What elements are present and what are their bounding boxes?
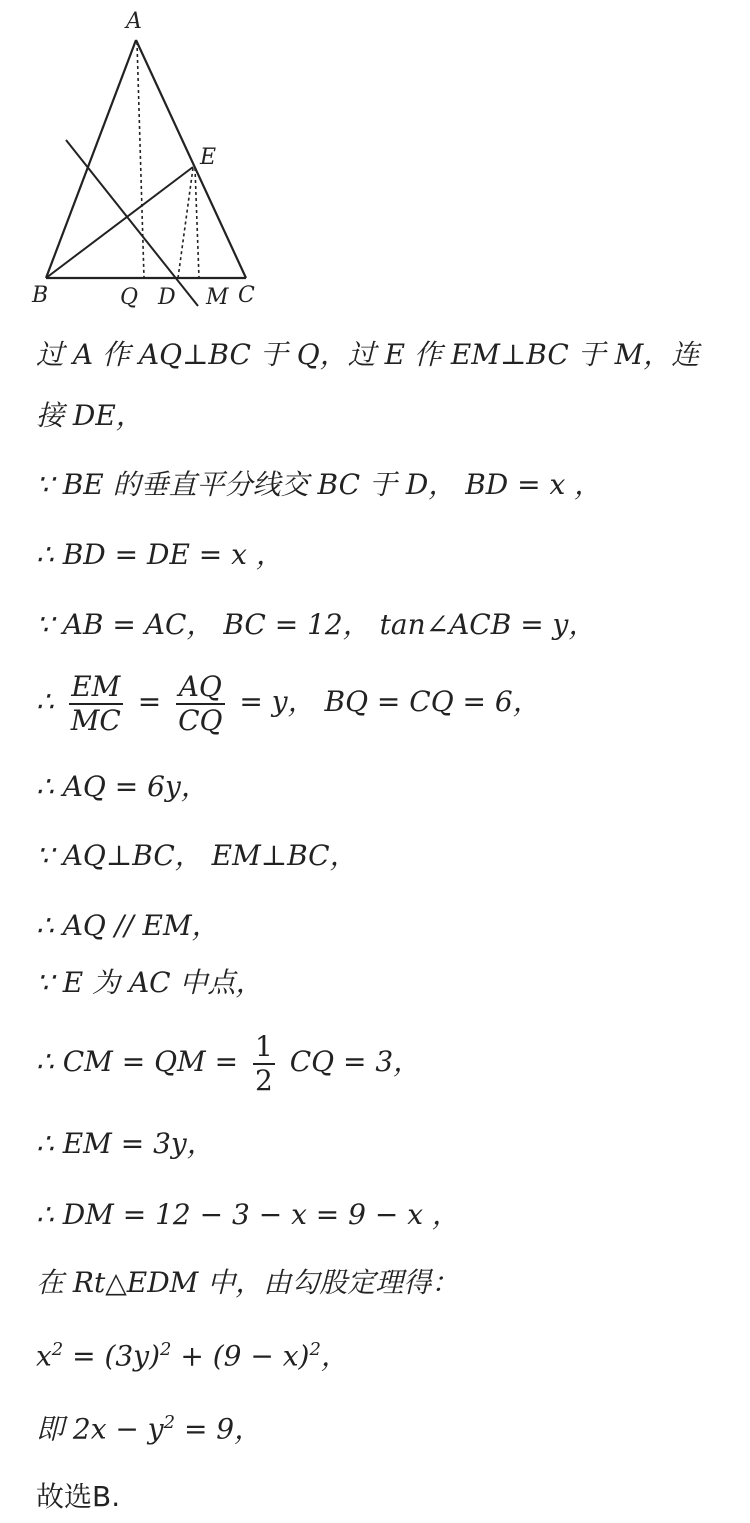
line-15 (36, 1330, 349, 1376)
line-3: ∵ BE 的垂直平分线交 BC 于 D， BD = x ， (36, 468, 603, 501)
line-4: ∴ BD = DE = x ， (36, 538, 284, 571)
eq-part: ， (320, 1339, 349, 1373)
line-7: ∴ AQ = 6y， (36, 770, 209, 803)
line-13: ∴ DM = 12 − 3 − x = 9 − x ， (36, 1198, 460, 1231)
label-a: A (126, 9, 142, 34)
line-11-suffix: CQ = 3， (289, 1045, 422, 1078)
exponent: 2 (160, 1339, 172, 1360)
geometry-figure (0, 0, 300, 318)
fraction-one-half (253, 1031, 275, 1097)
fraction-denominator: MC (70, 703, 121, 737)
fraction-numerator: AQ (176, 671, 224, 705)
label-c: C (238, 283, 255, 308)
therefore-symbol: ∴ (36, 685, 54, 718)
label-m: M (206, 285, 229, 310)
exponent: 2 (51, 1339, 64, 1360)
exponent: 2 (309, 1339, 321, 1360)
fraction-em-mc (69, 671, 123, 737)
side-ac (136, 40, 246, 278)
line-14: 在 Rt△EDM 中，由勾股定理得： (36, 1266, 460, 1299)
eq-part: + (9 − x) (171, 1339, 310, 1373)
line-6-suffix: = y， BQ = CQ = 6， (239, 685, 541, 718)
line-8: ∵ AQ⊥BC， EM⊥BC， (36, 839, 358, 872)
label-e: E (200, 145, 217, 170)
line-10: ∵ E 为 AC 中点， (36, 966, 264, 999)
equals-sign: = (137, 685, 162, 718)
fraction-numerator: 1 (254, 1029, 273, 1063)
exponent: 2 (163, 1412, 176, 1433)
fraction-numerator: EM (69, 671, 123, 705)
altitude-aq (137, 42, 144, 278)
side-ab (46, 40, 136, 278)
fraction-aq-cq (176, 671, 224, 737)
perpendicular-bisector (66, 140, 198, 306)
eq-part: = 9， (175, 1412, 263, 1446)
eq-part: = (3y) (63, 1339, 160, 1373)
line-17-answer: 故选B. (36, 1480, 121, 1513)
line-6 (36, 664, 541, 740)
label-d: D (158, 285, 176, 310)
line-11-prefix: ∴ CM = QM = (36, 1045, 239, 1078)
line-12: ∴ EM = 3y， (36, 1127, 215, 1160)
label-b: B (32, 283, 49, 308)
fraction-denominator: CQ (178, 703, 223, 737)
segment-de (178, 168, 193, 278)
line-2: 接 DE， (36, 399, 144, 432)
line-9: ∴ AQ // EM， (36, 909, 220, 942)
fraction-denominator: 2 (254, 1063, 273, 1097)
line-5: ∵ AB = AC， BC = 12， tan∠ACB = y， (36, 608, 597, 641)
altitude-em (195, 168, 199, 278)
label-q: Q (120, 285, 139, 310)
line-1: 过 A 作 AQ⊥BC 于 Q，过 E 作 EM⊥BC 于 M，连 (36, 338, 700, 371)
eq-part: x (36, 1339, 52, 1373)
eq-part: 即 2x − y (36, 1412, 164, 1446)
line-11 (36, 1024, 421, 1100)
line-16 (36, 1403, 262, 1449)
